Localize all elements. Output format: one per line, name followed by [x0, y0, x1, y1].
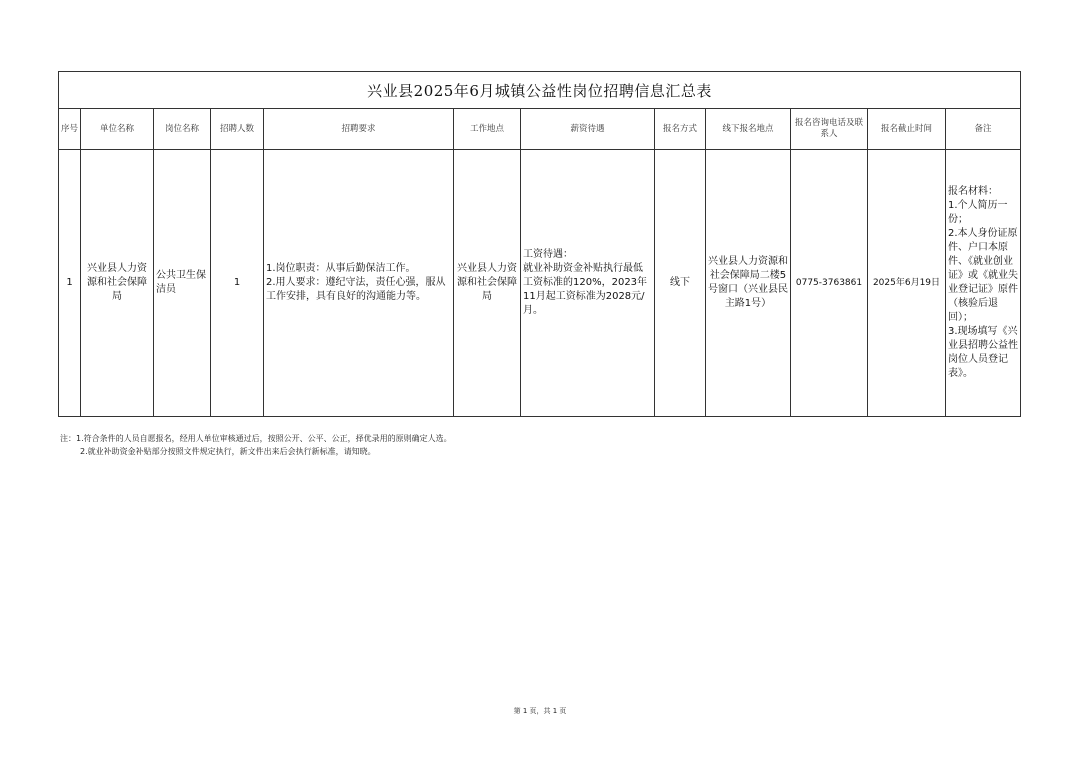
header-count: 招聘人数 — [211, 109, 264, 150]
cell-remarks: 报名材料： 1.个人简历一份； 2.本人身份证原件、户口本原件、《就业创业证》或《就业失业登记证》原件（核验后退回）； 3.现场填写《兴业县招聘公益性岗位人员登记表》。 — [946, 150, 1021, 417]
cell-location: 兴业县人力资源和社会保障局 — [454, 150, 521, 417]
header-deadline: 报名截止时间 — [868, 109, 946, 150]
table-title: 兴业县2025年6月城镇公益性岗位招聘信息汇总表 — [59, 72, 1021, 109]
header-method: 报名方式 — [655, 109, 706, 150]
header-salary: 薪资待遇 — [521, 109, 655, 150]
page-footer: 第 1 页，共 1 页 — [513, 707, 567, 715]
cell-phone: 0775-3763861 — [791, 150, 868, 417]
cell-position: 公共卫生保洁员 — [154, 150, 211, 417]
table-row — [59, 150, 1021, 417]
cell-count: 1 — [211, 150, 264, 417]
header-requirements: 招聘要求 — [264, 109, 454, 150]
header-unit: 单位名称 — [81, 109, 154, 150]
cell-no: 1 — [59, 150, 81, 417]
header-position: 岗位名称 — [154, 109, 211, 150]
note-1: 注：1.符合条件的人员自愿报名，经用人单位审核通过后，按照公开、公平、公正，择优录用的原则确定人选。 — [60, 434, 452, 443]
recruitment-summary-table — [58, 71, 1021, 417]
cell-salary: 工资待遇： 就业补助资金补贴执行最低工资标准的120%，2023年11月起工资标准为2028元/月。 — [521, 150, 655, 417]
header-location: 工作地点 — [454, 109, 521, 150]
cell-deadline: 2025年6月19日 — [868, 150, 946, 417]
header-phone: 报名咨询电话及联系人 — [791, 109, 868, 150]
cell-requirements: 1.岗位职责：从事后勤保洁工作。 2.用人要求：遵纪守法，责任心强，服从工作安排，具有良好的沟通能力等。 — [264, 150, 454, 417]
header-remarks: 备注 — [946, 109, 1021, 150]
cell-unit: 兴业县人力资源和社会保障局 — [81, 150, 154, 417]
header-no: 序号 — [59, 109, 81, 150]
header-offline-place: 线下报名地点 — [706, 109, 791, 150]
header-row — [59, 109, 1021, 150]
table-notes — [60, 432, 960, 458]
note-2: 2.就业补助资金补贴部分按照文件规定执行，新文件出来后会执行新标准，请知晓。 — [80, 447, 376, 456]
cell-method: 线下 — [655, 150, 706, 417]
cell-offline-place: 兴业县人力资源和社会保障局二楼5号窗口（兴业县民主路1号） — [706, 150, 791, 417]
